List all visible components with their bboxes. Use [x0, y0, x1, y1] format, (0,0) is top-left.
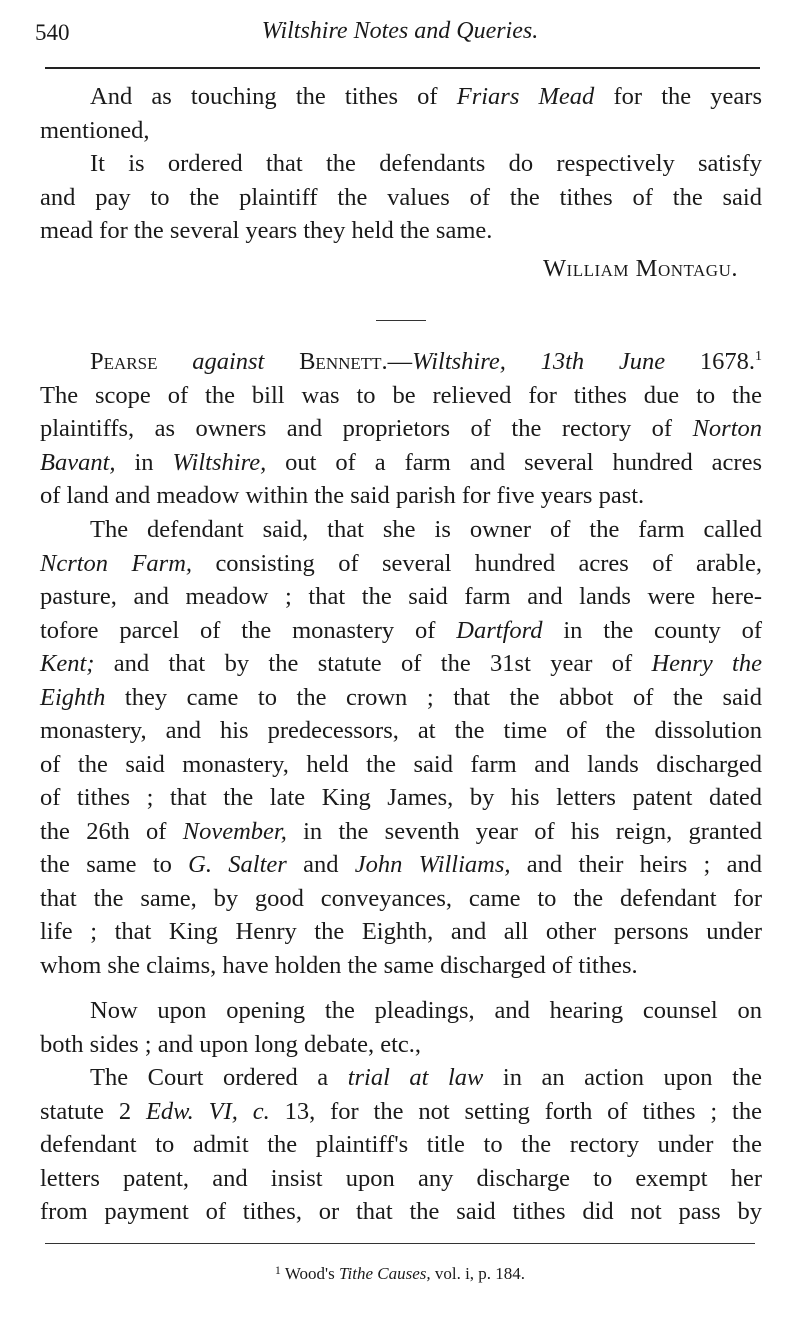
text-line [40, 748, 762, 782]
text-line [40, 547, 762, 581]
text-run: Now upon opening the pleadings, and hearing counsel on [90, 997, 762, 1024]
text-run: The defendant said, that she is owner of the farm called [90, 516, 762, 543]
text-run: against [192, 348, 265, 375]
text-run: Tithe Causes, [338, 1264, 431, 1283]
footnote [0, 1263, 800, 1284]
text-run: in an action upon the [483, 1064, 762, 1091]
footnote-rule [45, 1243, 755, 1244]
text-run: both sides ; and upon long debate, etc., [40, 1030, 422, 1058]
text-line [40, 479, 762, 513]
text-run: consisting of several hundred acres of arable, [192, 549, 762, 577]
text-run: The scope of the bill was to be relieved for tithes due to the [40, 381, 762, 409]
text-line [40, 580, 762, 614]
paragraph-defendant-answer [40, 513, 762, 982]
text-run: John Williams, [354, 851, 511, 878]
text-line [40, 1162, 762, 1196]
text-line [40, 614, 762, 648]
text-run: Wiltshire, [412, 348, 506, 375]
text-run: pasture, and meadow ; that the said farm and lands were here- [40, 583, 762, 610]
text-line [90, 80, 762, 114]
footnote-marker: 1 [755, 349, 762, 364]
text-run: in [115, 448, 173, 476]
text-run: mentioned, [40, 116, 150, 144]
text-line [40, 815, 762, 849]
text-run: mead for the several years they held the same. [40, 217, 493, 244]
text-run: Ncrton Farm, [40, 549, 193, 577]
text-line [40, 949, 762, 983]
signature: William Montagu. [542, 255, 738, 282]
text-line [40, 647, 762, 681]
text-line [40, 714, 762, 748]
text-run: and pay to the plaintiff the values of the tithes of the said [40, 183, 762, 211]
text-run: life ; that King Henry the Eighth, and all other persons under [40, 918, 762, 945]
header-rule [45, 67, 760, 69]
text-run: that the same, by good conveyances, came to the defendant for [40, 884, 762, 912]
text-run: Norton [692, 415, 762, 442]
paragraph-friars-mead [40, 80, 762, 248]
text-run: in the county of [542, 616, 762, 644]
text-run: whom she claims, have holden the same discharged of tithes. [40, 951, 638, 979]
text-run: from payment of tithes, or that the said tithes did not pass by [40, 1198, 762, 1225]
text-run [506, 348, 541, 375]
text-run: monastery, and his predecessors, at the time of the dissolution [40, 717, 762, 744]
running-title: Wiltshire Notes and Queries. [261, 18, 539, 44]
text-run: And as touching the tithes of [90, 83, 457, 110]
text-line [90, 513, 762, 547]
text-line [90, 1061, 762, 1095]
text-run: 13th June [540, 348, 666, 375]
text-line [90, 994, 762, 1028]
text-run: Bennett. [299, 348, 388, 375]
text-run: Dartford [456, 616, 543, 644]
text-line [40, 1028, 762, 1062]
section-divider [376, 320, 426, 321]
text-run [264, 348, 299, 375]
text-line [40, 848, 762, 882]
text-run: statute 2 [40, 1097, 146, 1125]
text-run: vol. i, p. 184. [430, 1264, 526, 1283]
text-line [40, 181, 762, 215]
text-run: of land and meadow within the said parish for five years past. [40, 482, 645, 509]
text-run: Edw. VI, c. [145, 1097, 270, 1125]
text-run: Friars Mead [456, 83, 595, 110]
text-run: November, [182, 817, 287, 845]
text-line [40, 412, 762, 446]
text-run: Bavant, [40, 448, 116, 476]
text-run: G. Salter [188, 851, 287, 878]
text-run: the same to [40, 851, 189, 878]
text-line [90, 340, 762, 379]
paragraph-pearse-against-bennett [40, 340, 762, 513]
text-run: — [387, 348, 413, 375]
text-line [40, 379, 762, 413]
text-run: Henry the [651, 650, 762, 677]
page-number: 540 [35, 20, 70, 45]
text-run: of tithes ; that the late King James, by his letters patent dated [40, 784, 762, 811]
text-run: It is ordered that the defendants do respectively satisfy [90, 150, 762, 177]
text-run: they came to the crown ; that the abbot of the said [105, 683, 762, 711]
paragraph-pleadings [40, 994, 762, 1061]
text-run [157, 348, 192, 375]
text-run: Wiltshire, [172, 448, 267, 476]
text-run: The Court ordered a [90, 1064, 348, 1091]
text-run: tofore parcel of the monastery of [40, 616, 457, 644]
text-line [40, 1128, 762, 1162]
text-line [90, 147, 762, 181]
text-run: in the seventh year of his reign, granted [286, 817, 762, 845]
text-run: plaintiffs, as owners and proprietors of the rectory of [40, 415, 693, 442]
text-run: Kent; [40, 650, 95, 677]
text-run: 1678. [665, 348, 755, 375]
text-line [40, 915, 762, 949]
text-run: out of a farm and several hundred acres [266, 448, 762, 476]
text-line [40, 214, 762, 248]
text-run: defendant to admit the plaintiff's title to the rectory under the [40, 1131, 762, 1158]
text-run: and their heirs ; and [510, 851, 763, 878]
text-run: letters patent, and insist upon any discharge to exempt her [40, 1164, 762, 1192]
text-line [40, 446, 762, 480]
text-line [40, 1095, 762, 1129]
footnote-marker: 1 [274, 1263, 281, 1277]
paragraph-court-order [40, 1061, 762, 1229]
text-run: of the said monastery, held the said farm and lands discharged [40, 750, 762, 778]
text-line [40, 114, 762, 148]
text-run: 13, for the not setting forth of tithes ; the [269, 1097, 762, 1125]
text-line [40, 1195, 762, 1229]
text-run: Wood's [280, 1264, 339, 1283]
text-line [40, 681, 762, 715]
text-line [40, 781, 762, 815]
text-run: the 26th of [40, 817, 183, 845]
text-run: Eighth [40, 683, 106, 711]
text-line [40, 882, 762, 916]
text-run: and [286, 851, 355, 878]
text-run: trial at law [347, 1064, 484, 1091]
text-run: Pearse [90, 348, 158, 375]
text-run: and that by the statute of the 31st year of [94, 650, 652, 677]
text-run: for the years [594, 83, 762, 110]
